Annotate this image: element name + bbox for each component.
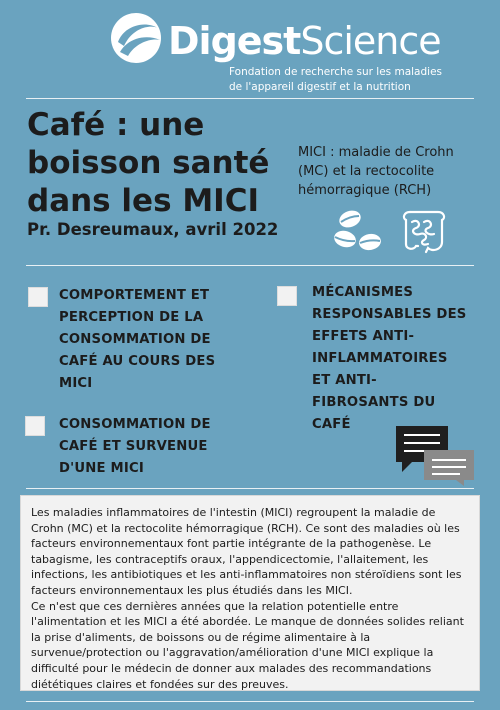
title-line: Café : une	[27, 107, 205, 143]
topic-line: ET ANTI-	[312, 373, 377, 388]
topic-line: D'UNE MICI	[59, 461, 144, 476]
title-line: dans les MICI	[27, 183, 259, 219]
topic-line: EFFETS ANTI-	[312, 329, 415, 344]
divider	[26, 701, 474, 702]
brand-tagline	[229, 65, 442, 95]
author-date: Pr. Desreumaux, avril 2022	[27, 220, 279, 239]
brand-name-light: Science	[300, 19, 441, 63]
mici-definition: MICI : maladie de Crohn (MC) et la rectocolite hémorragique (RCH)	[298, 145, 454, 198]
topic-line: MICI	[59, 376, 93, 391]
checkbox[interactable]	[28, 287, 48, 307]
topic-line: CAFÉ AU COURS DES	[59, 354, 216, 369]
topic-line: PERCEPTION DE LA	[59, 310, 204, 325]
intro-paragraph: Les maladies inflammatoires de l'intestin (MICI) regroupent la maladie de Crohn (MC) et la rectocolite hémorragique (RCH). Ce sont des maladies où les facteurs environnementaux font partie intégrante de la pathogenèse. Le tabagisme, les contraceptifs oraux, l'appendicectomie, l'allaitement, les infections, les antibiotiques et les anti-inflammatoires non stéroïdiens sont les facteurs environnementaux les plus étudiés dans les MICI.	[31, 506, 462, 597]
topic-line: CONSOMMATION DE	[59, 417, 211, 432]
coffee-beans-icon	[332, 206, 388, 256]
brand-name	[168, 19, 441, 63]
topic-line: CONSOMMATION DE	[59, 332, 211, 347]
chat-bubbles-icon	[394, 422, 476, 486]
topic-line: COMPORTEMENT ET	[59, 288, 210, 303]
topic-line: FIBROSANTS DU	[312, 395, 436, 410]
topic-line: RESPONSABLES DES	[312, 307, 467, 322]
divider	[26, 98, 474, 99]
intro-text-box	[20, 495, 480, 691]
topic-line: INFLAMMATOIRES	[312, 351, 448, 366]
topic-line: CAFÉ ET SURVENUE	[59, 439, 208, 454]
intestine-icon	[398, 204, 450, 256]
topic-mechanisms	[312, 282, 482, 436]
divider	[26, 488, 474, 489]
brand-name-bold: Digest	[168, 19, 301, 63]
divider	[26, 265, 474, 266]
tagline-line: Fondation de recherche sur les maladies	[229, 66, 442, 78]
checkbox[interactable]	[277, 286, 297, 306]
topic-line: CAFÉ	[312, 417, 351, 432]
topic-line: MÉCANISMES	[312, 285, 414, 300]
title-line: boisson santé	[27, 145, 270, 181]
logo-icon	[110, 12, 162, 64]
topic-behaviour-perception	[59, 285, 249, 395]
intro-paragraph: Ce n'est que ces dernières années que la relation potentielle entre l'alimentation et les MICI a été abordée. Le manque de données solides reliant la prise d'aliments, de boissons ou de régime alimentaire à la survenue/protection ou l'aggravation/amélioration d'une MICI explique la difficulté pour le médecin de donner aux malades des recommandations diététiques claires et fondées sur des preuves.	[31, 599, 464, 691]
checkbox[interactable]	[25, 416, 45, 436]
tagline-line: de l'appareil digestif et la nutrition	[229, 81, 411, 93]
topic-consumption-onset	[59, 414, 249, 480]
header	[0, 0, 500, 100]
page-title	[27, 106, 287, 220]
